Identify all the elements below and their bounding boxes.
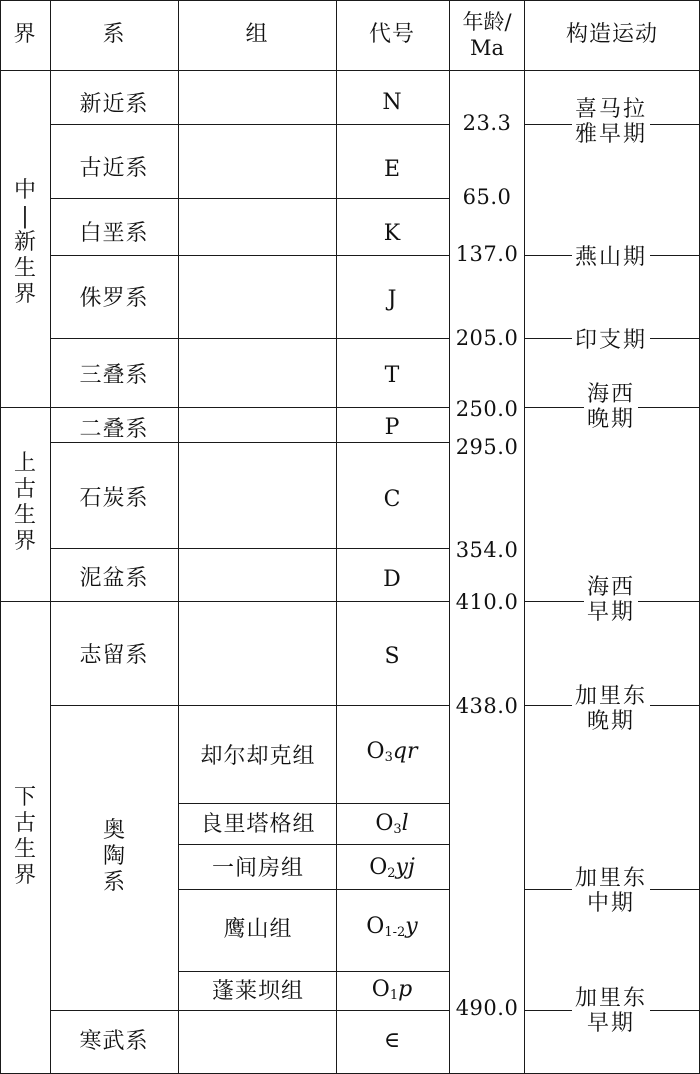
era-boundary-2 [0,601,449,602]
system-cretaceous: 白垩系 [79,221,149,246]
tectonic-hercynian-early [584,575,638,625]
era-char: 生 [13,503,37,528]
col-divider-system [178,0,179,1074]
code-triassic: T [384,363,400,388]
group-lianglitage: 良里塔格组 [200,812,316,837]
sys-line-2 [50,198,449,199]
code-suffix: p [398,977,413,1002]
sys-line-6 [50,548,449,549]
header-divider [0,70,700,71]
era-char: 上 [13,451,37,476]
code-yijianfang [369,856,415,886]
group-penglaiba: 蓬莱坝组 [211,979,305,1004]
tectonic-line: 加里东 [574,866,648,891]
era-char: 生 [13,256,37,281]
tectonic-line: 早期 [586,600,636,625]
tectonic-line: 早期 [586,1011,636,1036]
code-sub: 3 [393,822,402,837]
code-penglaiba [372,978,412,1008]
tectonic-indosinian: 印支期 [572,328,650,353]
header-age-line1: 年龄/ [462,10,512,34]
tectonic-line: 晚期 [586,709,636,734]
age-value: 205.0 [455,326,519,350]
code-base: O [366,739,385,764]
tectonic-caledonian-early [572,986,650,1036]
era-char: 界 [13,863,37,888]
code-base: O [369,855,388,880]
header-age-line2: Ma [469,36,505,60]
code-sub: 3 [384,750,393,765]
age-value: 137.0 [455,242,519,266]
tectonic-hercynian-late [584,382,638,432]
system-cambrian: 寒武系 [79,1029,149,1054]
sys-line-1 [50,124,449,125]
system-paleogene: 古近系 [79,156,149,181]
tectonic-yanshan: 燕山期 [572,245,650,270]
header-era: 界 [13,22,37,47]
tectonic-line: 晚期 [586,407,636,432]
header-group: 组 [245,22,269,47]
tectonic-line: 加里东 [574,986,648,1011]
tectonic-line: 加里东 [574,684,648,709]
sys-line-3 [50,255,449,256]
col-divider-code [449,0,450,1074]
code-base: O [366,914,385,939]
era-char: 界 [13,529,37,554]
age-value: 438.0 [455,694,519,718]
tectonic-caledonian-late [572,684,650,734]
col-divider-group [336,0,337,1074]
era-char: 界 [13,282,37,307]
code-jurassic: J [387,287,397,312]
era-upper-paleozoic [14,451,36,555]
code-base: O [371,977,390,1002]
sys-line-4 [50,338,449,339]
header-code: 代号 [368,22,416,47]
age-value: 250.0 [455,397,519,421]
era-cenozoic-mesozoic [14,178,36,308]
tectonic-line: 中期 [586,891,636,916]
code-carboniferous: C [383,487,401,512]
code-neogene: N [382,90,402,115]
sys-line-8 [50,1010,449,1011]
code-suffix: qr [392,739,418,764]
system-carboniferous: 石炭系 [79,486,149,511]
code-paleogene: E [383,157,401,182]
group-qierqueke: 却尔却克组 [200,744,316,769]
group-yijianfang: 一间房组 [211,856,305,881]
header-tectonic: 构造运动 [565,22,659,47]
age-value: 23.3 [462,111,512,135]
code-devonian: D [383,567,401,592]
era-char: 古 [13,811,37,836]
tectonic-line: 雅早期 [574,122,648,147]
header-system: 系 [102,22,126,47]
system-char: 奥 [102,818,126,843]
sys-line-7 [50,705,449,706]
code-sub: 1 [389,988,399,1003]
col-divider-age [524,0,525,1074]
code-suffix: l [401,811,409,836]
code-yingshan [366,915,417,945]
tectonic-line: 海西 [586,382,636,407]
code-cambrian: ∈ [383,1028,401,1053]
system-char: 系 [102,870,126,895]
age-value: 295.0 [455,435,519,459]
age-value: 410.0 [455,590,519,614]
grp-line-3 [178,889,449,890]
system-ordovician [103,818,125,896]
tectonic-line: 海西 [586,575,636,600]
age-value: 354.0 [455,538,519,562]
tectonic-himalaya [572,97,650,147]
sys-line-5 [50,442,449,443]
col-divider-era [50,0,51,1074]
code-qierqueke [367,740,418,770]
tectonic-caledonian-mid [572,866,650,916]
era-char: 中 [13,178,37,203]
era-char: | [21,204,29,229]
code-silurian: S [384,644,400,669]
age-value: 65.0 [462,185,512,209]
age-value: 490.0 [455,996,519,1020]
tectonic-line: 喜马拉 [574,97,648,122]
code-sub: 2 [387,866,396,881]
era-lower-paleozoic [14,785,36,889]
border-left [0,0,1,1074]
code-permian: P [384,415,400,440]
grp-line-2 [178,844,449,845]
system-char: 陶 [102,844,126,869]
era-boundary-1 [0,407,449,408]
era-char: 生 [13,837,37,862]
grp-line-4 [178,971,449,972]
code-lianglitage [375,812,408,842]
group-yingshan: 鹰山组 [223,917,293,942]
code-cretaceous: K [383,221,401,246]
code-suffix: y [405,914,418,939]
system-jurassic: 侏罗系 [79,286,149,311]
system-permian: 二叠系 [79,417,149,442]
code-sub: 1-2 [384,925,406,940]
grp-line-1 [178,803,449,804]
era-char: 下 [13,785,37,810]
system-neogene: 新近系 [79,92,149,117]
system-triassic: 三叠系 [79,363,149,388]
code-base: O [375,811,394,836]
era-char: 古 [13,477,37,502]
border-top [0,0,700,1]
system-silurian: 志留系 [79,643,149,668]
system-devonian: 泥盆系 [79,566,149,591]
code-suffix: yj [395,855,415,880]
era-char: 新 [13,230,37,255]
